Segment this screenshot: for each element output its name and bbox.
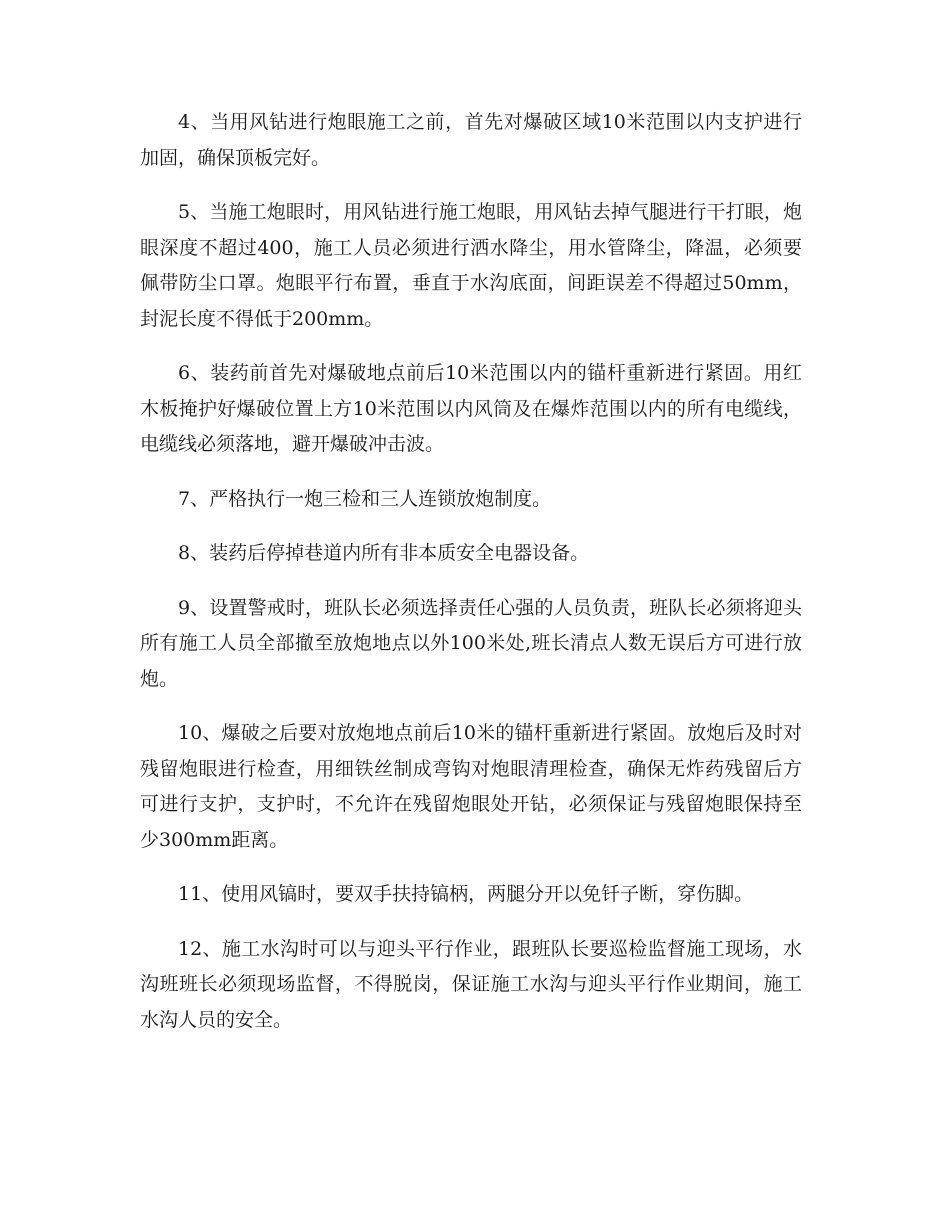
paragraph-item-11: 11、使用风镐时，要双手扶持镐柄，两腿分开以免钎子断，穿伤脚。 [178,883,754,905]
paragraph-item-9: 9、设置警戒时，班队长必须选择责任心强的人员负责，班队长必须将迎头所有施工人员全部撤至放炮地点以外100米处,班长清点人数无误后方可进行放炮。 [140,596,802,690]
paragraph-item-12: 12、施工水沟时可以与迎头平行作业，跟班队长要巡检监督施工现场，水沟班班长必须现场监督，不得脱岗，保证施工水沟与迎头平行作业期间，施工水沟人员的安全。 [140,937,802,1031]
paragraph-item-7: 7、严格执行一炮三检和三人连锁放炮制度。 [178,487,552,510]
paragraph-item-10: 10、爆破之后要对放炮地点前后10米的锚杆重新进行紧固。放炮后及时对残留炮眼进行检查，用细铁丝制成弯钩对炮眼清理检查，确保无炸药残留后方可进行支护，支护时，不允许在残留炮眼处开钻，必须保证与残留炮眼保持至少300mm距离。 [140,722,802,851]
paragraph-item-5: 5、当施工炮眼时，用风钻进行施工炮眼，用风钻去掉气腿进行干打眼，炮眼深度不超过400，施工人员必须进行洒水降尘，用水管降尘，降温，必须要佩带防尘口罩。炮眼平行布置，垂直于水沟底面，间距误差不得超过50mm，封泥长度不得低于200mm。 [140,201,802,330]
paragraph-item-6: 6、装药前首先对爆破地点前后10米范围以内的锚杆重新进行紧固。用红木板掩护好爆破位置上方10米范围以内风筒及在爆炸范围以内的所有电缆线，电缆线必须落地，避开爆破冲击波。 [140,362,802,455]
paragraph-item-4: 4、当用风钻进行炮眼施工之前，首先对爆破区域10米范围以内支护进行加固，确保顶板完好。 [140,111,802,169]
document-body [140,105,802,1057]
paragraph-item-8: 8、装药后停掉巷道内所有非本质安全电器设备。 [178,542,590,564]
